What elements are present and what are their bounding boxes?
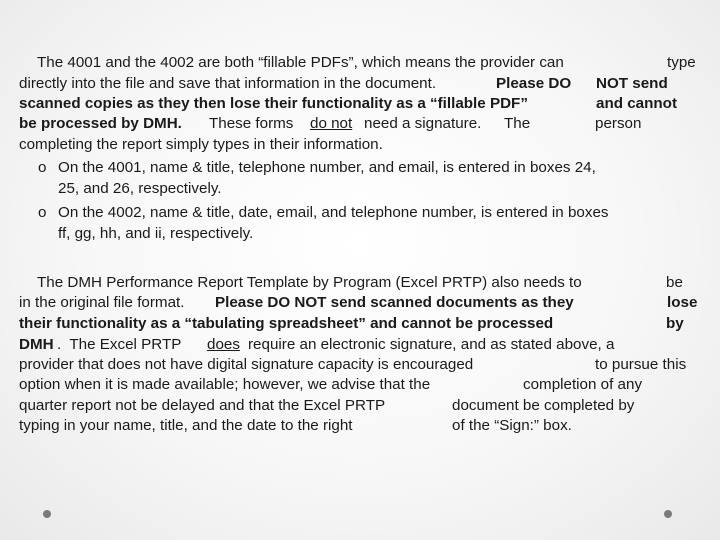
p2-line-6: option when it is made available; however, we advise that the completion of any: [19, 376, 643, 393]
p1-line-1: The 4001 and the 4002 are both “fillable PDFs”, which means the provider can type: [37, 54, 696, 71]
p1-line-2: directly into the file and save that information in the document. Please DO NOT send: [19, 75, 668, 92]
p2-line-7: quarter report not be delayed and that the Excel PRTP document be completed by: [19, 397, 635, 414]
bullet-marker: o: [38, 204, 47, 221]
p1-line-5: completing the report simply types in their information.: [19, 136, 383, 153]
bullet-item: o On the 4001, name & title, telephone number, and email, is entered in boxes 24,: [38, 159, 596, 176]
p2-line-1: The DMH Performance Report Template by Program (Excel PRTP) also needs to be: [37, 274, 683, 291]
bullet-marker: o: [38, 159, 47, 176]
bullet-item: o On the 4002, name & title, date, email, and telephone number, is entered in boxes: [38, 204, 609, 221]
bullet-item-continuation: 25, and 26, respectively.: [58, 180, 222, 197]
left-corner-dot-icon: [43, 510, 51, 518]
p1-line-4: be processed by DMH. These forms do not need a signature. The person: [19, 115, 642, 132]
p2-line-8: typing in your name, title, and the date to the right of the “Sign:” box.: [19, 417, 572, 434]
bullet-item-continuation: ff, gg, hh, and ii, respectively.: [58, 225, 254, 242]
p2-line-2: in the original file format. Please DO NOT send scanned documents as they lose: [19, 294, 698, 311]
p2-line-5: provider that does not have digital signature capacity is encouraged to pursue this: [19, 356, 687, 373]
p2-line-3: their functionality as a “tabulating spreadsheet” and cannot be processed by: [19, 315, 684, 332]
p2-line-4: DMH . The Excel PRTP does require an electronic signature, and as stated above, a: [19, 336, 615, 353]
right-corner-dot-icon: [664, 510, 672, 518]
p1-line-3: scanned copies as they then lose their functionality as a “fillable PDF” and cannot: [19, 95, 678, 112]
